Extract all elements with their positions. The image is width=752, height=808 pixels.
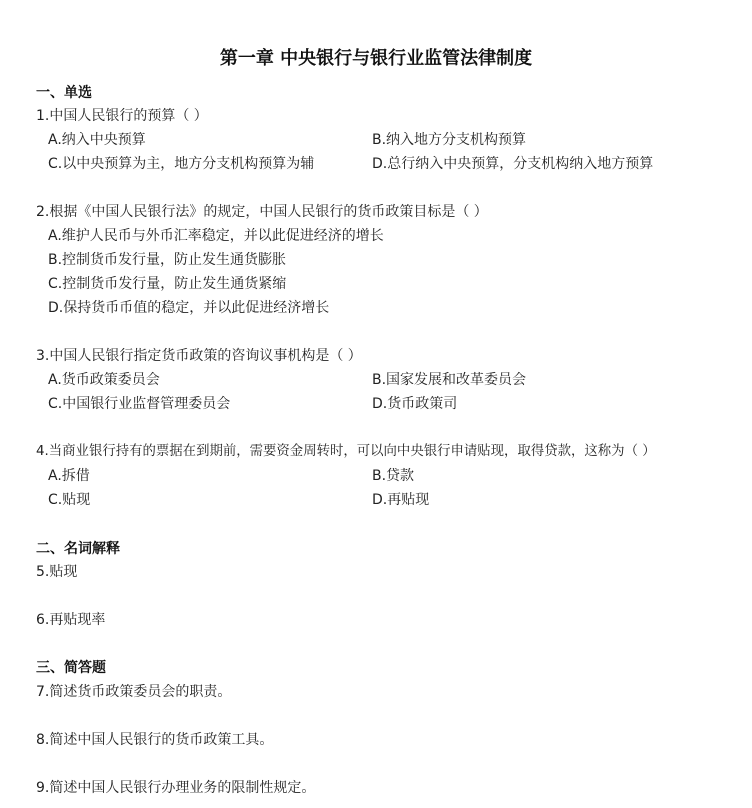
question-3-stem: 3.中国人民银行指定货币政策的咨询议事机构是（ ） xyxy=(36,348,362,364)
question-2-stem: 2.根据《中国人民银行法》的规定，中国人民银行的货币政策目标是（ ） xyxy=(36,204,488,220)
question-2-option-b: B.控制货币发行量，防止发生通货膨胀 xyxy=(48,252,287,268)
question-3-option-a: A.货币政策委员会 xyxy=(48,372,160,388)
section-heading-single-choice: 一、单选 xyxy=(36,85,92,101)
question-4-option-c: C.贴现 xyxy=(48,492,91,508)
question-9: 9.简述中国人民银行办理业务的限制性规定。 xyxy=(36,780,316,796)
section-heading-short-answer: 三、简答题 xyxy=(36,660,106,676)
question-2-option-c: C.控制货币发行量，防止发生通货紧缩 xyxy=(48,276,287,292)
question-8: 8.简述中国人民银行的货币政策工具。 xyxy=(36,732,274,748)
question-2-option-a: A.维护人民币与外币汇率稳定，并以此促进经济的增长 xyxy=(48,228,384,244)
question-5: 5.贴现 xyxy=(36,564,78,580)
question-2-option-d: D.保持货币币值的稳定，并以此促进经济增长 xyxy=(48,300,330,316)
question-7: 7.简述货币政策委员会的职责。 xyxy=(36,684,232,700)
question-4-stem: 4.当商业银行持有的票据在到期前，需要资金周转时，可以向中央银行申请贴现，取得贷款，这称为（ ） xyxy=(36,444,656,459)
question-3-option-d: D.货币政策司 xyxy=(372,396,458,412)
question-4-option-a: A.拆借 xyxy=(48,468,90,484)
question-1-option-a: A.纳入中央预算 xyxy=(48,132,146,148)
question-1-option-b: B.纳入地方分支机构预算 xyxy=(372,132,527,148)
question-4-option-d: D.再贴现 xyxy=(372,492,430,508)
section-heading-term-explanation: 二、名词解释 xyxy=(36,541,120,557)
page-title: 第一章 中央银行与银行业监管法律制度 xyxy=(219,48,533,69)
question-1-stem: 1.中国人民银行的预算（ ） xyxy=(36,108,208,124)
question-1-option-c: C.以中央预算为主，地方分支机构预算为辅 xyxy=(48,156,315,172)
question-4-option-b: B.贷款 xyxy=(372,468,415,484)
question-3-option-b: B.国家发展和改革委员会 xyxy=(372,372,527,388)
question-6: 6.再贴现率 xyxy=(36,612,106,628)
question-3-option-c: C.中国银行业监督管理委员会 xyxy=(48,396,231,412)
question-1-option-d: D.总行纳入中央预算，分支机构纳入地方预算 xyxy=(372,156,654,172)
